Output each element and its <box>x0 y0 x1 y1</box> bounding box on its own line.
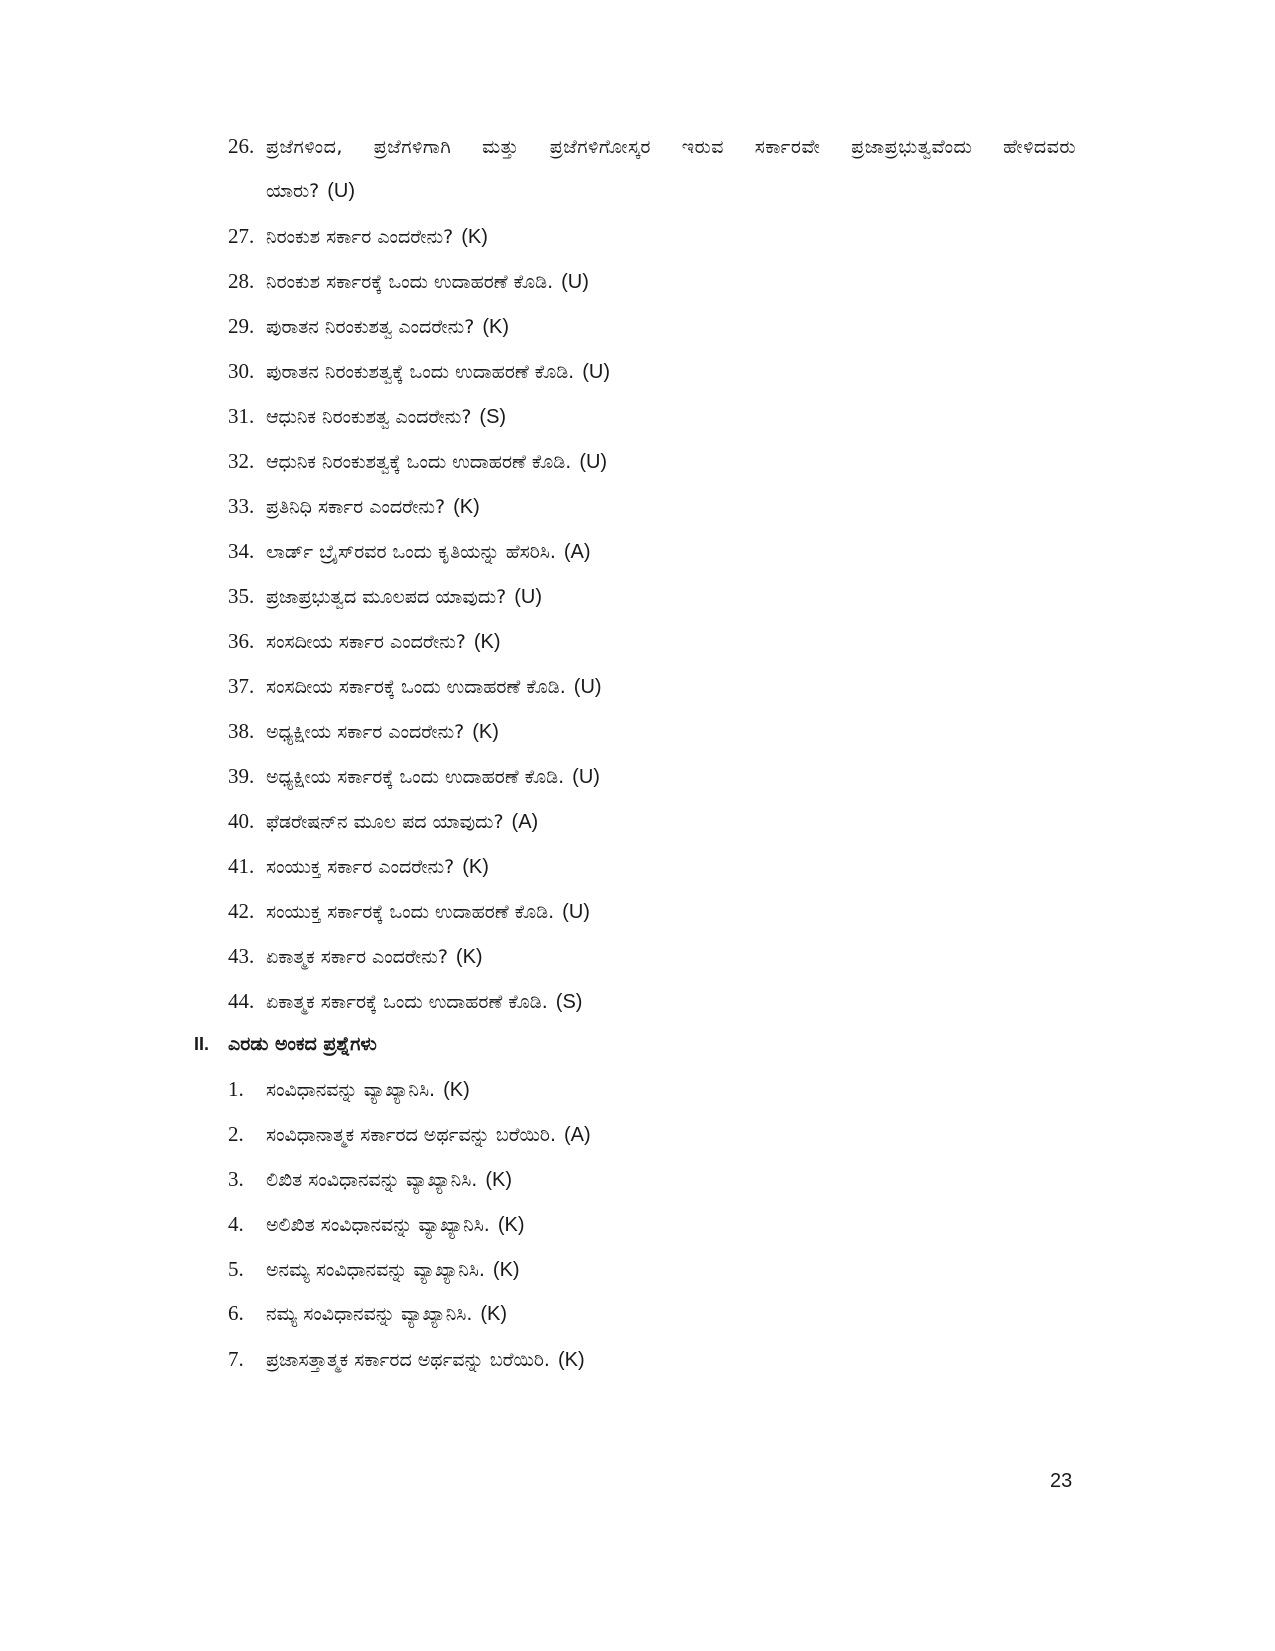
question-text: ಆಧುನಿಕ ನಿರಂಕುಶತ್ವ ಎಂದರೇನು? <box>266 406 472 428</box>
question-number: 28. <box>228 269 255 293</box>
cognitive-level-tag: (K) <box>480 1303 508 1325</box>
section-heading <box>194 1031 377 1057</box>
cognitive-level-tag: (K) <box>473 631 501 653</box>
question-number: 36. <box>228 629 255 653</box>
cognitive-level-tag: (K) <box>482 316 509 338</box>
cognitive-level-tag: (U) <box>514 586 543 608</box>
question-number: 37. <box>228 674 255 698</box>
question-text: ಪ್ರತಿನಿಧಿ ಸರ್ಕಾರ ಎಂದರೇನು? <box>266 496 446 518</box>
question-32 <box>228 448 607 475</box>
question-43 <box>228 943 483 970</box>
question-text: ನಿರಂಕುಶ ಸರ್ಕಾರ ಎಂದರೇನು? <box>266 226 454 248</box>
question-number: 38. <box>228 719 255 743</box>
cognitive-level-tag: (U) <box>327 180 355 202</box>
question-33 <box>228 493 480 520</box>
question-37 <box>228 673 602 700</box>
question-text: ಸಂವಿಧಾನಾತ್ಮಕ ಸರ್ಕಾರದ ಅರ್ಥವನ್ನು ಬರೆಯಿರಿ. <box>266 1124 557 1146</box>
question-26-continuation <box>266 178 355 204</box>
question-text: ಪುರಾತನ ನಿರಂಕುಶತ್ವ ಎಂದರೇನು? <box>266 316 475 338</box>
question-text: ಲಾರ್ಡ್ ಬ್ರೈಸ್‌ರವರ ಒಂದು ಕೃತಿಯನ್ನು ಹೆಸರಿಸಿ. <box>266 541 556 563</box>
question-number: 2. <box>228 1122 244 1146</box>
question-text-continued: ಯಾರು? <box>266 180 320 202</box>
question-44 <box>228 988 582 1015</box>
cognitive-level-tag: (K) <box>462 856 489 878</box>
question-text: ಸಂಯುಕ್ತ ಸರ್ಕಾರಕ್ಕೆ ಒಂದು ಉದಾಹರಣೆ ಕೊಡಿ. <box>266 901 555 923</box>
question-text: ನಮ್ಯ ಸಂವಿಧಾನವನ್ನು ವ್ಯಾಖ್ಯಾನಿಸಿ. <box>266 1303 473 1325</box>
question-number: 44. <box>228 989 255 1013</box>
question-text: ಲಿಖಿತ ಸಂವಿಧಾನವನ್ನು ವ್ಯಾಖ್ಯಾನಿಸಿ. <box>266 1169 478 1191</box>
question-text: ಪುರಾತನ ನಿರಂಕುಶತ್ವಕ್ಕೆ ಒಂದು ಉದಾಹರಣೆ ಕೊಡಿ. <box>266 361 575 383</box>
cognitive-level-tag: (K) <box>557 1349 585 1371</box>
question-text: ಅಧ್ಯಕ್ಷೀಯ ಸರ್ಕಾರ ಎಂದರೇನು? <box>266 721 465 743</box>
question-38 <box>228 718 499 745</box>
question-text: ಪ್ರಜಾಪ್ರಭುತ್ವದ ಮೂಲಪದ ಯಾವುದು? <box>266 586 507 608</box>
section-title: ಎರಡು ಅಂಕದ ಪ್ರಶ್ನೆಗಳು <box>228 1033 377 1055</box>
question-number: 3. <box>228 1167 244 1191</box>
question-text: ನಿರಂಕುಶ ಸರ್ಕಾರಕ್ಕೆ ಒಂದು ಉದಾಹರಣೆ ಕೊಡಿ. <box>266 271 554 293</box>
cognitive-level-tag: (A) <box>563 541 591 563</box>
question-number: 1. <box>228 1077 244 1101</box>
question-text: ಪ್ರಜಾಸತ್ತಾತ್ಮಕ ಸರ್ಕಾರದ ಅರ್ಥವನ್ನು ಬರೆಯಿರಿ. <box>266 1349 550 1371</box>
question-31 <box>228 403 506 430</box>
cognitive-level-tag: (K) <box>485 1169 513 1191</box>
two-mark-question-7 <box>228 1346 585 1373</box>
cognitive-level-tag: (K) <box>453 496 480 518</box>
question-number: 41. <box>228 854 255 878</box>
cognitive-level-tag: (U) <box>573 676 602 698</box>
question-text: ಆಧುನಿಕ ನಿರಂಕುಶತ್ವಕ್ಕೆ ಒಂದು ಉದಾಹರಣೆ ಕೊಡಿ. <box>266 451 572 473</box>
question-number: 30. <box>228 359 255 383</box>
question-text: ಸಂವಿಧಾನವನ್ನು ವ್ಯಾಖ್ಯಾನಿಸಿ. <box>266 1079 436 1101</box>
question-number: 5. <box>228 1257 244 1281</box>
cognitive-level-tag: (K) <box>472 721 499 743</box>
question-41 <box>228 853 489 880</box>
question-text: ಅನಮ್ಯ ಸಂವಿಧಾನವನ್ನು ವ್ಯಾಖ್ಯಾನಿಸಿ. <box>266 1259 485 1281</box>
two-mark-question-4 <box>228 1211 525 1238</box>
page-number: 23 <box>1050 1470 1073 1492</box>
question-28 <box>228 268 589 295</box>
question-number: 43. <box>228 944 255 968</box>
two-mark-question-1 <box>228 1076 470 1103</box>
question-42 <box>228 898 590 925</box>
cognitive-level-tag: (S) <box>479 406 507 428</box>
two-mark-question-6 <box>228 1300 507 1327</box>
question-text: ಏಕಾತ್ಮಕ ಸರ್ಕಾರಕ್ಕೆ ಒಂದು ಉದಾಹರಣೆ ಕೊಡಿ. <box>266 991 548 1013</box>
cognitive-level-tag: (K) <box>492 1259 520 1281</box>
question-36 <box>228 628 501 655</box>
question-text: ಸಂಸದೀಯ ಸರ್ಕಾರಕ್ಕೆ ಒಂದು ಉದಾಹರಣೆ ಕೊಡಿ. <box>266 676 566 698</box>
question-number: 32. <box>228 449 255 473</box>
cognitive-level-tag: (K) <box>443 1079 470 1101</box>
cognitive-level-tag: (A) <box>564 1124 591 1146</box>
two-mark-question-3 <box>228 1166 512 1193</box>
cognitive-level-tag: (K) <box>455 946 483 968</box>
question-number: 35. <box>228 584 255 608</box>
cognitive-level-tag: (A) <box>511 811 539 833</box>
cognitive-level-tag: (S) <box>555 991 583 1013</box>
question-number: 40. <box>228 809 255 833</box>
section-numeral: II. <box>194 1034 210 1054</box>
question-text: ಸಂಯುಕ್ತ ಸರ್ಕಾರ ಎಂದರೇನು? <box>266 856 455 878</box>
question-number: 7. <box>228 1347 244 1371</box>
cognitive-level-tag: (U) <box>572 766 600 788</box>
two-mark-question-5 <box>228 1256 520 1283</box>
question-30 <box>228 358 610 385</box>
cognitive-level-tag: (K) <box>461 226 488 248</box>
question-text: ಏಕಾತ್ಮಕ ಸರ್ಕಾರ ಎಂದರೇನು? <box>266 946 448 968</box>
cognitive-level-tag: (U) <box>561 271 589 293</box>
question-number: 33. <box>228 494 255 518</box>
question-number: 26. <box>228 134 255 158</box>
question-number: 27. <box>228 224 255 248</box>
question-number: 6. <box>228 1301 244 1325</box>
question-text: ಅಧ್ಯಕ್ಷೀಯ ಸರ್ಕಾರಕ್ಕೆ ಒಂದು ಉದಾಹರಣೆ ಕೊಡಿ. <box>266 766 565 788</box>
cognitive-level-tag: (U) <box>579 451 608 473</box>
question-number: 31. <box>228 404 255 428</box>
question-text: ಪ್ರಜೆಗಳಿಂದ, ಪ್ರಜೆಗಳಿಗಾಗಿ ಮತ್ತು ಪ್ರಜೆಗಳಿಗೋಸ್ಕರ ಇರುವ ಸರ್ಕಾರವೇ ಪ್ರಜಾಪ್ರಭುತ್ವವೆಂದು ಹೇಳಿದವರು <box>266 136 1076 158</box>
question-39 <box>228 763 600 790</box>
cognitive-level-tag: (U) <box>562 901 590 923</box>
question-number: 39. <box>228 764 255 788</box>
question-27 <box>228 223 488 250</box>
question-34 <box>228 538 591 565</box>
question-text: ಫೆಡರೇಷನ್‌ನ ಮೂಲ ಪದ ಯಾವುದು? <box>266 811 504 833</box>
question-number: 34. <box>228 539 255 563</box>
question-number: 4. <box>228 1212 244 1236</box>
question-text: ಸಂಸದೀಯ ಸರ್ಕಾರ ಎಂದರೇನು? <box>266 631 466 653</box>
cognitive-level-tag: (K) <box>497 1214 525 1236</box>
question-35 <box>228 583 542 610</box>
question-number: 29. <box>228 314 255 338</box>
question-number: 42. <box>228 899 255 923</box>
cognitive-level-tag: (U) <box>582 361 610 383</box>
question-text: ಅಲಿಖಿತ ಸಂವಿಧಾನವನ್ನು ವ್ಯಾಖ್ಯಾನಿಸಿ. <box>266 1214 490 1236</box>
question-26 <box>228 133 1076 160</box>
question-29 <box>228 313 509 340</box>
question-40 <box>228 808 538 835</box>
two-mark-question-2 <box>228 1121 591 1148</box>
